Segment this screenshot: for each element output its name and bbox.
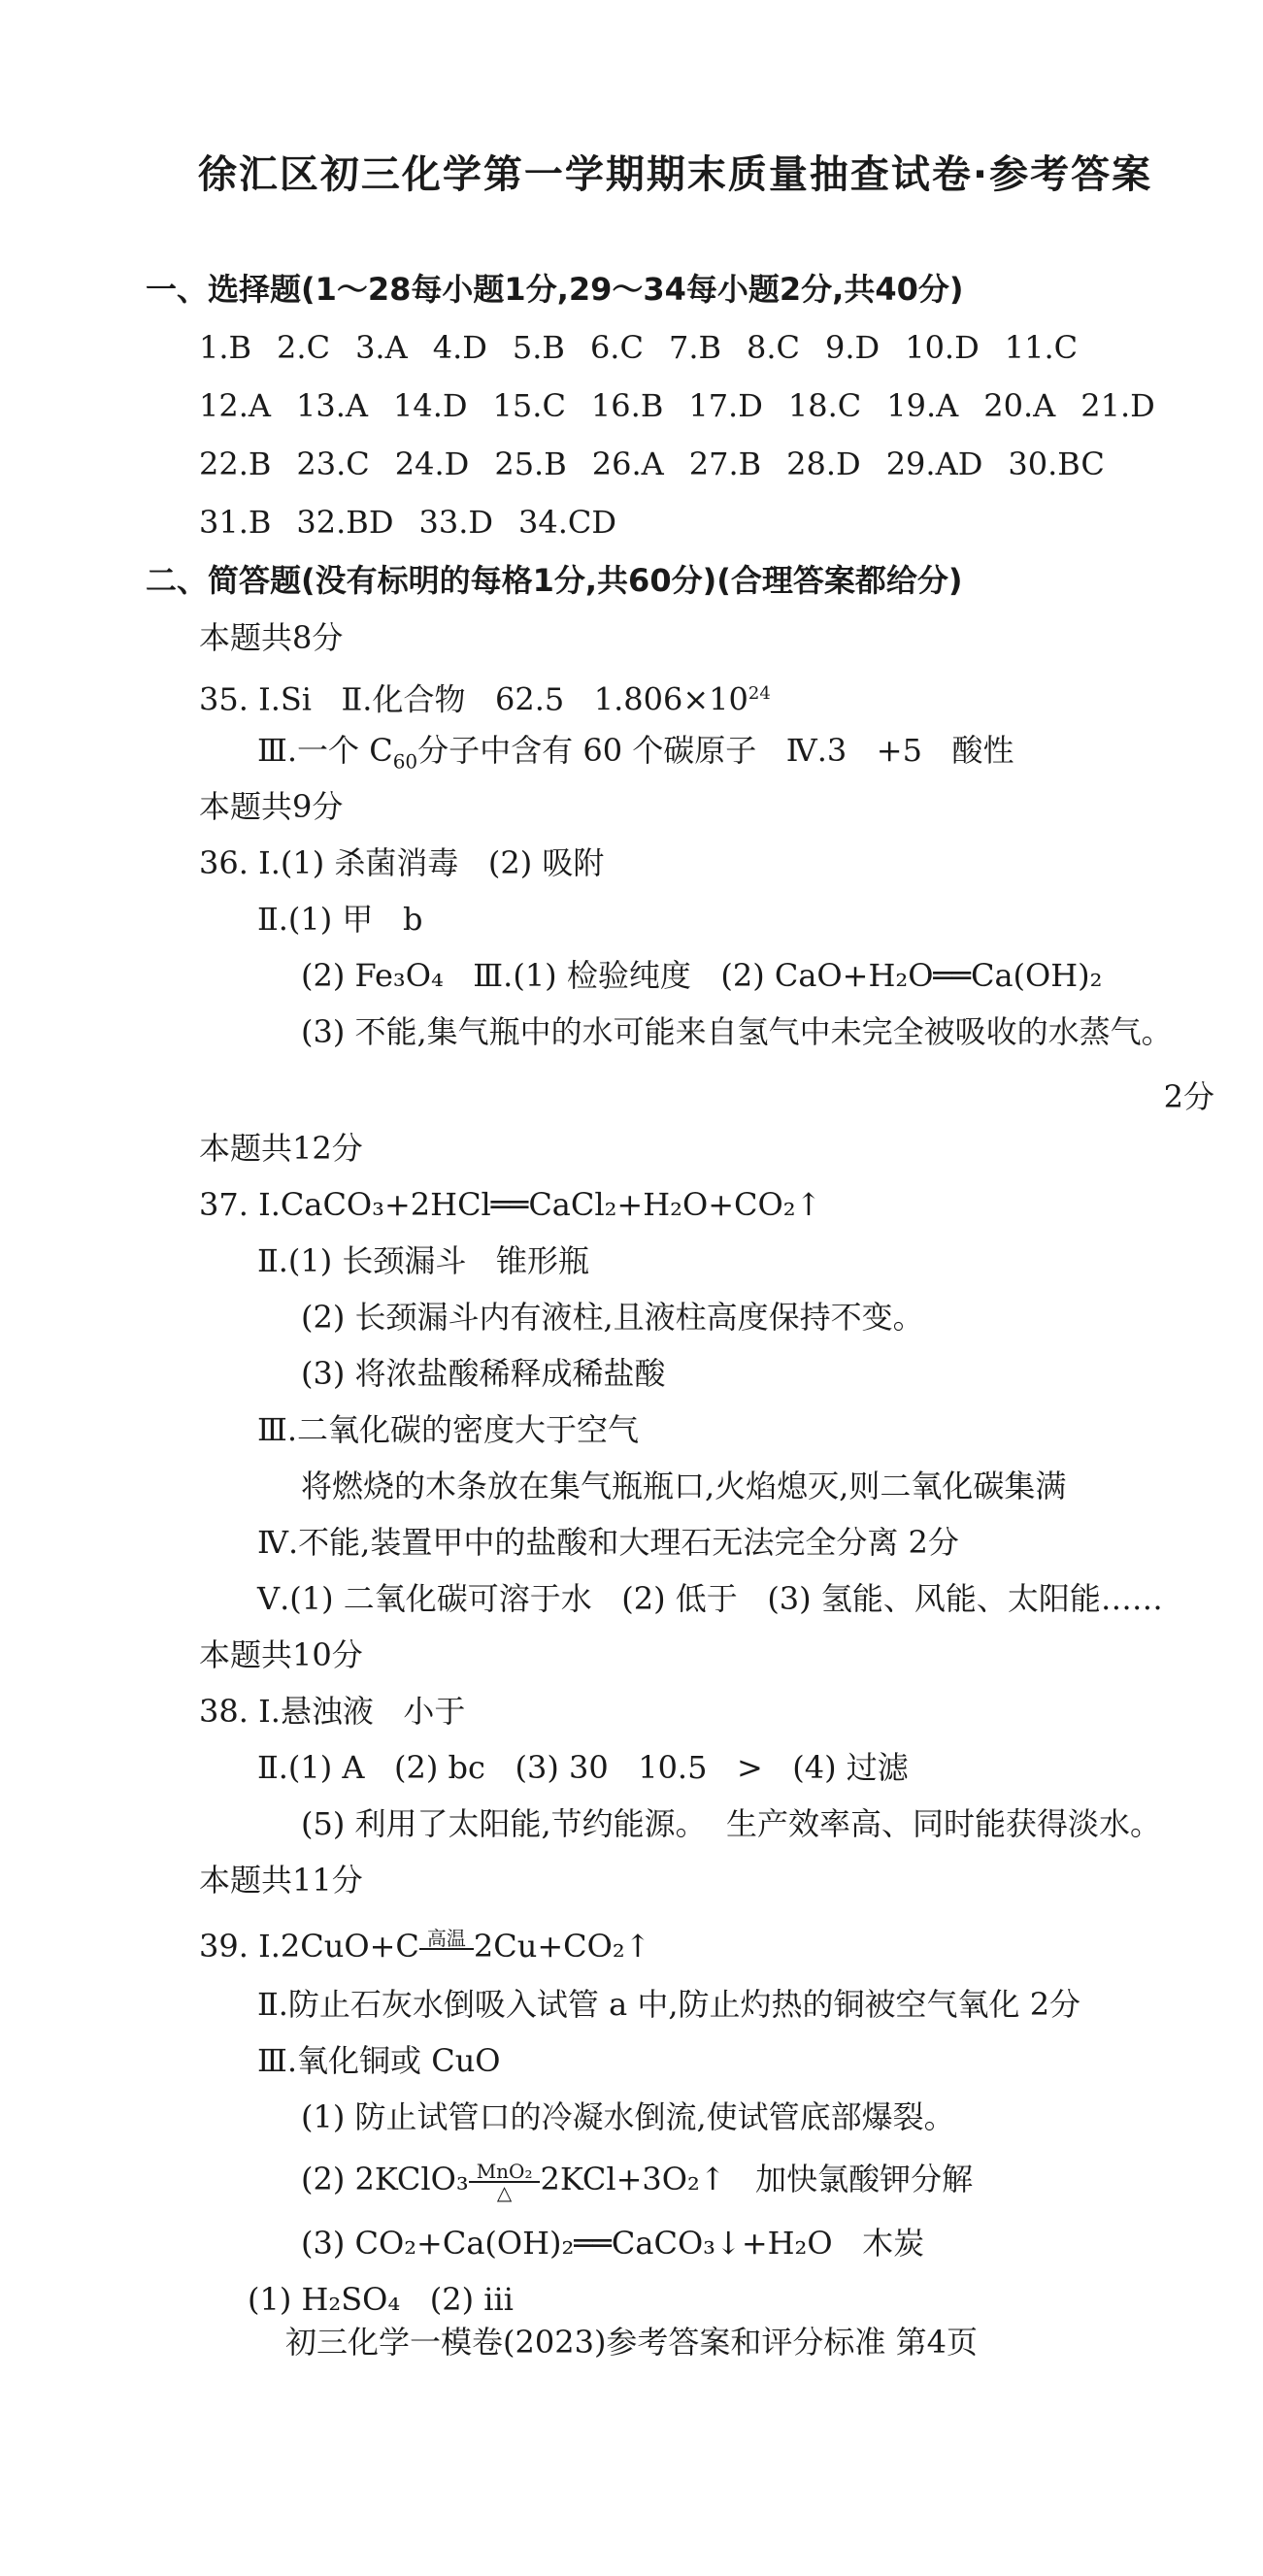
choice-answer: 26.A — [591, 446, 664, 482]
q38-line3: (5) 利用了太阳能,节约能源。 生产效率高、同时能获得淡水。 — [301, 1805, 1162, 1842]
q36-line2: Ⅱ.(1) 甲 b — [257, 901, 423, 938]
q39-line3: Ⅲ.氧化铜或 CuO — [257, 2042, 501, 2079]
choice-answer: 19.A — [886, 387, 959, 424]
choice-row-1 — [199, 328, 1103, 367]
choice-answer: 21.D — [1080, 387, 1155, 424]
q38-line2: Ⅱ.(1) A (2) bc (3) 30 10.5 > (4) 过滤 — [257, 1749, 909, 1786]
choice-answer: 7.B — [668, 329, 721, 366]
choice-answer: 29.AD — [885, 446, 983, 482]
q37-line6: 将燃烧的木条放在集气瓶瓶口,火焰熄灭,则二氧化碳集满 — [301, 1468, 1067, 1504]
choice-answer: 10.D — [905, 329, 980, 366]
choice-answer: 15.C — [492, 387, 566, 424]
choice-answer: 32.BD — [296, 504, 394, 541]
choice-answer: 9.D — [825, 329, 881, 366]
page-title: 徐汇区初三化学第一学期期末质量抽查试卷·参考答案 — [197, 152, 1153, 197]
choice-answer: 8.C — [747, 329, 801, 366]
choice-answer: 1.B — [199, 329, 252, 366]
choice-answer: 11.C — [1004, 329, 1079, 366]
q39-score: 本题共11分 — [199, 1862, 363, 1899]
choice-answer: 27.B — [688, 446, 762, 482]
q39-line4: (1) 防止试管口的冷凝水倒流,使试管底部爆裂。 — [301, 2098, 955, 2135]
q36-points: 2分 — [1163, 1078, 1214, 1115]
choice-row-4 — [199, 503, 642, 542]
q37-line4: (3) 将浓盐酸稀释成稀盐酸 — [301, 1355, 666, 1392]
choice-answer: 5.B — [512, 329, 565, 366]
q38-line1: 38. Ⅰ.悬浊液 小于 — [199, 1693, 466, 1730]
choice-answer: 31.B — [199, 504, 272, 541]
section1-heading: 一、选择题(1～28每小题1分,29～34每小题2分,共40分) — [146, 271, 964, 308]
choice-answer: 23.C — [296, 446, 370, 482]
choice-answer: 6.C — [589, 329, 644, 366]
q37-line7: Ⅳ.不能,装置甲中的盐酸和大理石无法完全分离 2分 — [257, 1524, 959, 1561]
choice-answer: 16.B — [590, 387, 664, 424]
q37-line1: 37. Ⅰ.CaCO₃+2HCl══CaCl₂+H₂O+CO₂↑ — [199, 1186, 822, 1223]
q38-score: 本题共10分 — [199, 1636, 363, 1673]
choice-row-3 — [199, 445, 1130, 483]
section2-heading: 二、简答题(没有标明的每格1分,共60分)(合理答案都给分) — [146, 562, 963, 599]
q35-line2: Ⅲ.一个 $C_{60}$分子中含有 60 个碳原子 Ⅳ.3 +5 酸性 — [257, 732, 1014, 774]
q37-line8: Ⅴ.(1) 二氧化碳可溶于水 (2) 低于 (3) 氢能、风能、太阳能…… — [257, 1580, 1163, 1617]
q39-line7: (1) H₂SO₄ (2) ⅲ — [248, 2281, 514, 2318]
reaction-condition: 高温 — [419, 1929, 474, 1969]
choice-answer: 4.D — [432, 329, 487, 366]
choice-answer: 14.D — [393, 387, 468, 424]
q35-score: 本题共8分 — [199, 619, 344, 656]
q36-score: 本题共9分 — [199, 788, 344, 825]
q37-score: 本题共12分 — [199, 1130, 363, 1167]
reaction-condition: MnO₂ △ — [469, 2162, 541, 2202]
choice-answer: 24.D — [394, 446, 470, 482]
q37-line3: (2) 长颈漏斗内有液柱,且液柱高度保持不变。 — [301, 1299, 924, 1336]
q39-line6: (3) CO₂+Ca(OH)₂══CaCO₃↓+H₂O 木炭 — [301, 2225, 925, 2262]
choice-answer: 12.A — [199, 387, 271, 424]
q39-line5: (2) 2KClO₃ MnO₂ △ 2KCl+3O₂↑ 加快氯酸钾分解 — [301, 2159, 974, 2204]
q37-line5: Ⅲ.二氧化碳的密度大于空气 — [257, 1411, 640, 1448]
choice-answer: 30.BC — [1008, 446, 1105, 482]
choice-answer: 2.C — [277, 329, 331, 366]
choice-answer: 17.D — [688, 387, 763, 424]
choice-answer: 13.A — [296, 387, 368, 424]
choice-answer: 28.D — [786, 446, 861, 482]
q36-line1: 36. Ⅰ.(1) 杀菌消毒 (2) 吸附 — [199, 844, 605, 881]
q36-line4: (3) 不能,集气瓶中的水可能来自氢气中未完全被吸收的水蒸气。 — [301, 1013, 1173, 1050]
q39-line1: 39. Ⅰ.2CuO+C 高温 2Cu+CO₂↑ — [199, 1927, 650, 1969]
choice-answer: 22.B — [199, 446, 272, 482]
q39-line2: Ⅱ.防止石灰水倒吸入试管 a 中,防止灼热的铜被空气氧化 2分 — [257, 1986, 1081, 2023]
choice-answer: 20.A — [983, 387, 1056, 424]
choice-answer: 33.D — [418, 504, 494, 541]
choice-answer: 18.C — [787, 387, 862, 424]
page-footer: 初三化学一模卷(2023)参考答案和评分标准 第4页 — [285, 2324, 978, 2361]
choice-row-2 — [199, 386, 1180, 425]
choice-answer: 3.A — [355, 329, 408, 366]
q37-line2: Ⅱ.(1) 长颈漏斗 锥形瓶 — [257, 1242, 589, 1279]
choice-answer: 25.B — [494, 446, 567, 482]
q36-line3: (2) Fe₃O₄ Ⅲ.(1) 检验纯度 (2) CaO+H₂O══Ca(OH)₂ — [301, 957, 1103, 994]
q35-line1: 35. Ⅰ.Si Ⅱ.化合物 62.5 $1.806\times 10^{24}$ — [199, 680, 771, 718]
choice-answer: 34.CD — [518, 504, 617, 541]
